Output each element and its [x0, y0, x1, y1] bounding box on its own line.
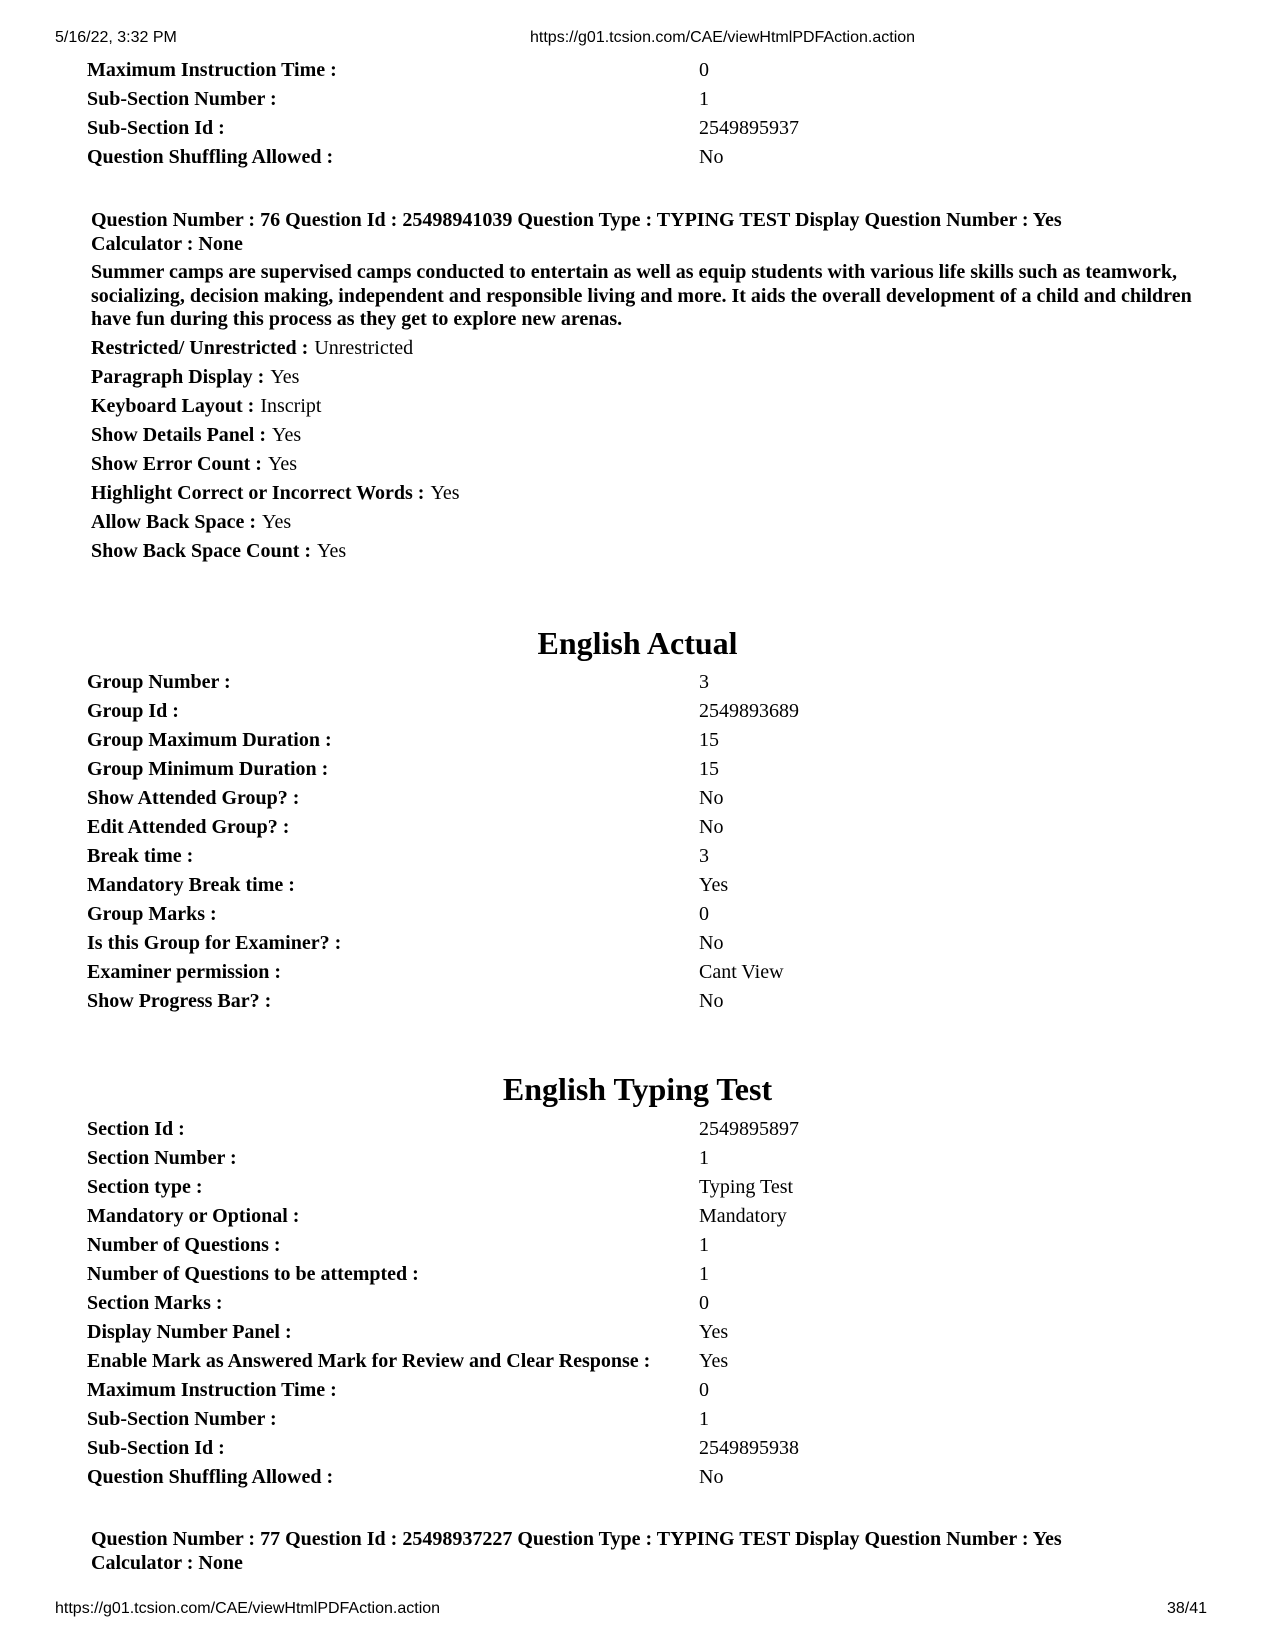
question-option — [91, 334, 1221, 363]
table-row — [87, 1202, 1217, 1231]
page-number: 38/41 — [1167, 1600, 1208, 1617]
option-label: Show Error Count : — [91, 452, 262, 475]
table-row — [87, 1231, 1217, 1260]
question-calculator: Calculator : None — [91, 1552, 243, 1574]
table-row — [87, 1173, 1217, 1202]
table-row — [87, 1289, 1217, 1318]
option-label: Show Details Panel : — [91, 423, 266, 446]
field-label: Sub-Section Id : — [87, 1437, 225, 1459]
field-label: Section Marks : — [87, 1292, 223, 1314]
option-value: Yes — [430, 481, 460, 504]
field-label: Section Id : — [87, 1118, 185, 1140]
field-value: 15 — [699, 758, 719, 780]
table-row — [87, 56, 1217, 85]
field-value: 2549895897 — [699, 1118, 799, 1140]
field-value: 0 — [699, 903, 709, 925]
field-value: 0 — [699, 59, 709, 81]
field-label: Group Id : — [87, 700, 179, 722]
section-table — [87, 1115, 1217, 1492]
field-value: 3 — [699, 671, 709, 693]
table-row — [87, 900, 1217, 929]
question-77 — [91, 1527, 1221, 1575]
field-label: Sub-Section Number : — [87, 1408, 277, 1430]
field-value: No — [699, 932, 724, 954]
option-label: Show Back Space Count : — [91, 539, 312, 562]
section-top-table — [87, 56, 1217, 172]
field-value: 1 — [699, 1147, 709, 1169]
table-row — [87, 143, 1217, 172]
field-value: 0 — [699, 1379, 709, 1401]
option-value: Yes — [317, 539, 347, 562]
question-option — [91, 421, 1221, 450]
field-label: Show Progress Bar? : — [87, 990, 272, 1012]
option-label: Restricted/ Unrestricted : — [91, 336, 309, 359]
field-value: No — [699, 1466, 724, 1488]
table-row — [87, 1376, 1217, 1405]
field-label: Maximum Instruction Time : — [87, 59, 337, 81]
question-option — [91, 508, 1221, 537]
field-value: 1 — [699, 1234, 709, 1256]
table-row — [87, 987, 1217, 1016]
field-value: 3 — [699, 845, 709, 867]
field-label: Show Attended Group? : — [87, 787, 300, 809]
table-row — [87, 784, 1217, 813]
table-row — [87, 1463, 1217, 1492]
field-label: Section Number : — [87, 1147, 237, 1169]
field-value: No — [699, 816, 724, 838]
group-table — [87, 668, 1217, 1016]
field-value: Typing Test — [699, 1176, 794, 1198]
option-value: Inscript — [260, 394, 322, 417]
field-value: Yes — [699, 1321, 729, 1343]
print-datetime: 5/16/22, 3:32 PM — [55, 29, 177, 46]
question-option — [91, 479, 1221, 508]
question-76 — [91, 208, 1221, 566]
footer-url: https://g01.tcsion.com/CAE/viewHtmlPDFAction.action — [55, 1600, 441, 1617]
field-label: Examiner permission : — [87, 961, 282, 983]
field-label: Mandatory Break time : — [87, 874, 295, 896]
option-label: Allow Back Space : — [91, 510, 256, 533]
field-value: No — [699, 146, 724, 168]
field-label: Is this Group for Examiner? : — [87, 932, 342, 954]
field-label: Group Number : — [87, 671, 231, 693]
table-row — [87, 929, 1217, 958]
field-value: 1 — [699, 88, 709, 110]
table-row — [87, 755, 1217, 784]
field-label: Mandatory or Optional : — [87, 1205, 300, 1227]
table-row — [87, 1434, 1217, 1463]
option-value: Yes — [267, 452, 298, 475]
field-label: Maximum Instruction Time : — [87, 1379, 337, 1401]
option-value: Yes — [262, 510, 292, 533]
field-label: Sub-Section Number : — [87, 88, 277, 110]
field-value: 2549895938 — [699, 1437, 799, 1459]
field-value: Yes — [699, 874, 729, 896]
question-paragraph: Summer camps are supervised camps conducted to entertain as well as equip students with various life skills such as teamwork, socializing, decision making, independent and responsible living and more. It aids the overall development of a child and children have fun during this process as they get to explore new arenas. — [91, 261, 1192, 330]
field-value: 15 — [699, 729, 719, 751]
table-row — [87, 85, 1217, 114]
field-label: Group Minimum Duration : — [87, 758, 329, 780]
field-label: Display Number Panel : — [87, 1321, 292, 1343]
option-label: Highlight Correct or Incorrect Words : — [91, 481, 425, 504]
table-row — [87, 1347, 1217, 1376]
field-label: Enable Mark as Answered Mark for Review and Clear Response : — [87, 1350, 651, 1372]
table-row — [87, 813, 1217, 842]
table-row — [87, 1115, 1217, 1144]
field-label: Edit Attended Group? : — [87, 816, 290, 838]
question-option — [91, 537, 1221, 566]
question-calculator: Calculator : None — [91, 233, 243, 255]
table-row — [87, 668, 1217, 697]
table-row — [87, 1318, 1217, 1347]
table-row — [87, 958, 1217, 987]
question-option — [91, 363, 1221, 392]
print-url: https://g01.tcsion.com/CAE/viewHtmlPDFAction.action — [530, 29, 916, 46]
table-row — [87, 726, 1217, 755]
field-label: Number of Questions to be attempted : — [87, 1263, 419, 1285]
field-label: Question Shuffling Allowed : — [87, 1466, 334, 1488]
field-value: Mandatory — [699, 1205, 787, 1227]
field-value: 2549895937 — [699, 117, 799, 139]
field-value: 0 — [699, 1292, 709, 1314]
table-row — [87, 1405, 1217, 1434]
field-label: Question Shuffling Allowed : — [87, 146, 334, 168]
field-label: Section type : — [87, 1176, 203, 1198]
option-label: Keyboard Layout : — [91, 394, 255, 417]
option-value: Yes — [272, 423, 302, 446]
question-meta: Question Number : 76 Question Id : 25498941039 Question Type : TYPING TEST Display Question Number : Yes — [91, 209, 1062, 231]
field-label: Break time : — [87, 845, 194, 867]
option-label: Paragraph Display : — [91, 365, 265, 388]
table-row — [87, 697, 1217, 726]
option-value: Yes — [270, 365, 300, 388]
table-row — [87, 871, 1217, 900]
table-row — [87, 842, 1217, 871]
question-option — [91, 450, 1221, 479]
field-value: No — [699, 787, 724, 809]
table-row — [87, 1144, 1217, 1173]
section-title: English Typing Test — [502, 1071, 773, 1107]
field-value: Yes — [699, 1350, 729, 1372]
field-value: 2549893689 — [699, 700, 799, 722]
field-value: Cant View — [699, 961, 784, 983]
field-label: Group Maximum Duration : — [87, 729, 332, 751]
option-value: Unrestricted — [314, 336, 414, 359]
field-label: Sub-Section Id : — [87, 117, 225, 139]
field-value: No — [699, 990, 724, 1012]
group-title: English Actual — [537, 625, 738, 661]
table-row — [87, 114, 1217, 143]
field-value: 1 — [699, 1408, 709, 1430]
field-label: Group Marks : — [87, 903, 217, 925]
field-value: 1 — [699, 1263, 709, 1285]
question-meta: Question Number : 77 Question Id : 25498937227 Question Type : TYPING TEST Display Question Number : Yes — [91, 1528, 1062, 1550]
table-row — [87, 1260, 1217, 1289]
question-option — [91, 392, 1221, 421]
field-label: Number of Questions : — [87, 1234, 281, 1256]
